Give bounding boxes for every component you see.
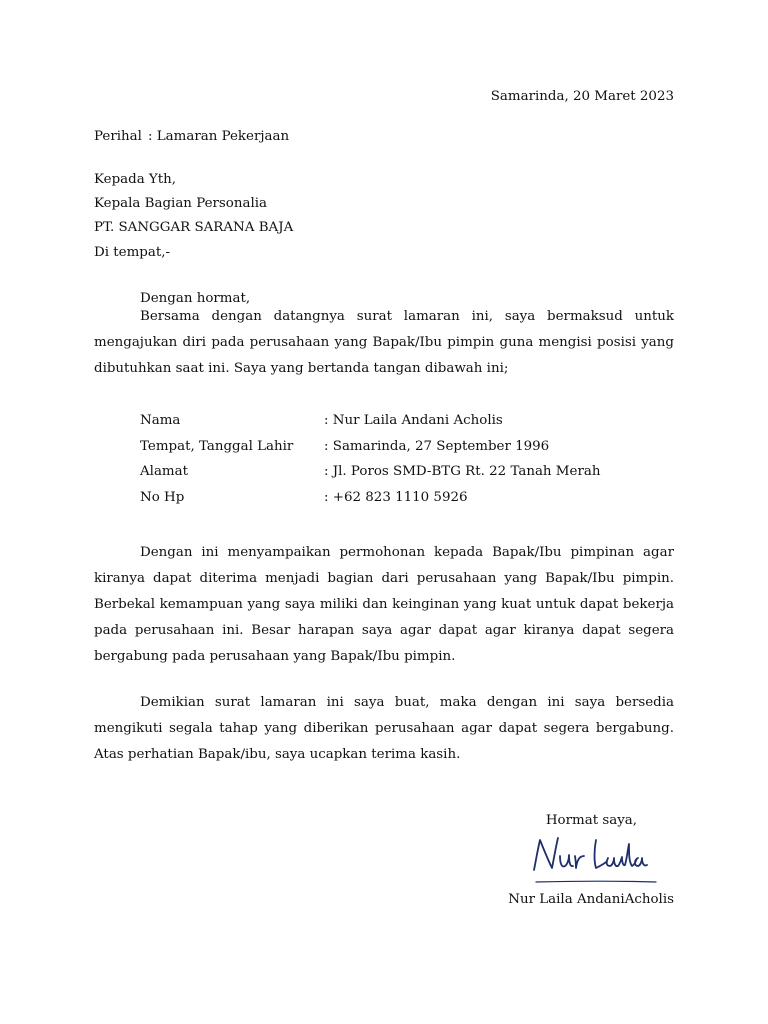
recipient-line-3: PT. SANGGAR SARANA BAJA xyxy=(94,220,294,235)
detail-label: No Hp xyxy=(140,490,185,506)
subject-label: Perihal xyxy=(94,129,142,144)
closing-salutation: Hormat saya, xyxy=(545,813,637,828)
letter-date: Samarinda, 20 Maret 2023 xyxy=(490,89,674,104)
detail-row-phone xyxy=(140,485,600,511)
greeting: Dengan hormat, xyxy=(140,291,251,306)
detail-row-birth xyxy=(140,434,600,460)
detail-row-name xyxy=(140,408,600,434)
subject-value: : Lamaran Pekerjaan xyxy=(148,129,290,144)
detail-value: : Samarinda, 27 September 1996 xyxy=(324,438,550,454)
subject-line xyxy=(94,128,289,146)
recipient-line-2: Kepala Bagian Personalia xyxy=(94,196,268,211)
paragraph-closing: Demikian surat lamaran ini saya buat, maka dengan ini saya bersedia mengikuti segala tahap yang diberikan perusahaan agar dapat segera bergabung. Atas perhatian Bapak/ibu, saya ucapkan terima kasih. xyxy=(94,695,674,762)
signer-name: Nur Laila AndaniAcholis xyxy=(508,892,674,907)
detail-label: Tempat, Tanggal Lahir xyxy=(140,438,294,454)
detail-label: Nama xyxy=(140,413,181,428)
detail-label: Alamat xyxy=(140,464,188,480)
paragraph-request: Dengan ini menyampaikan permohonan kepada Bapak/Ibu pimpinan agar kiranya dapat diterima menjadi bagian dari perusahaan yang Bapak/Ibu pimpin. Berbekal kemampuan yang saya miliki dan keinginan yang kuat untuk dapat bekerja pada perusahaan ini. Besar harapan saya agar dapat agar kiranya dapat segera bergabung pada perusahaan yang Bapak/Ibu pimpin. xyxy=(94,545,674,664)
detail-row-address xyxy=(140,459,600,485)
detail-value: : Nur Laila Andani Acholis xyxy=(324,413,503,428)
signature-image xyxy=(526,828,662,888)
paragraph-intro: Bersama dengan datangnya surat lamaran ini, saya bermaksud untuk mengajukan diri pada perusahaan yang Bapak/Ibu pimpin guna mengisi posisi yang dibutuhkan saat ini. Saya yang bertanda tangan dibawah ini; xyxy=(94,309,674,376)
applicant-details xyxy=(140,408,600,511)
detail-value: : Jl. Poros SMD-BTG Rt. 22 Tanah Merah xyxy=(324,464,601,480)
recipient-line-1: Kepada Yth, xyxy=(94,172,177,187)
detail-value: : +62 823 1110 5926 xyxy=(324,490,468,506)
recipient-line-4: Di tempat,- xyxy=(94,245,170,260)
